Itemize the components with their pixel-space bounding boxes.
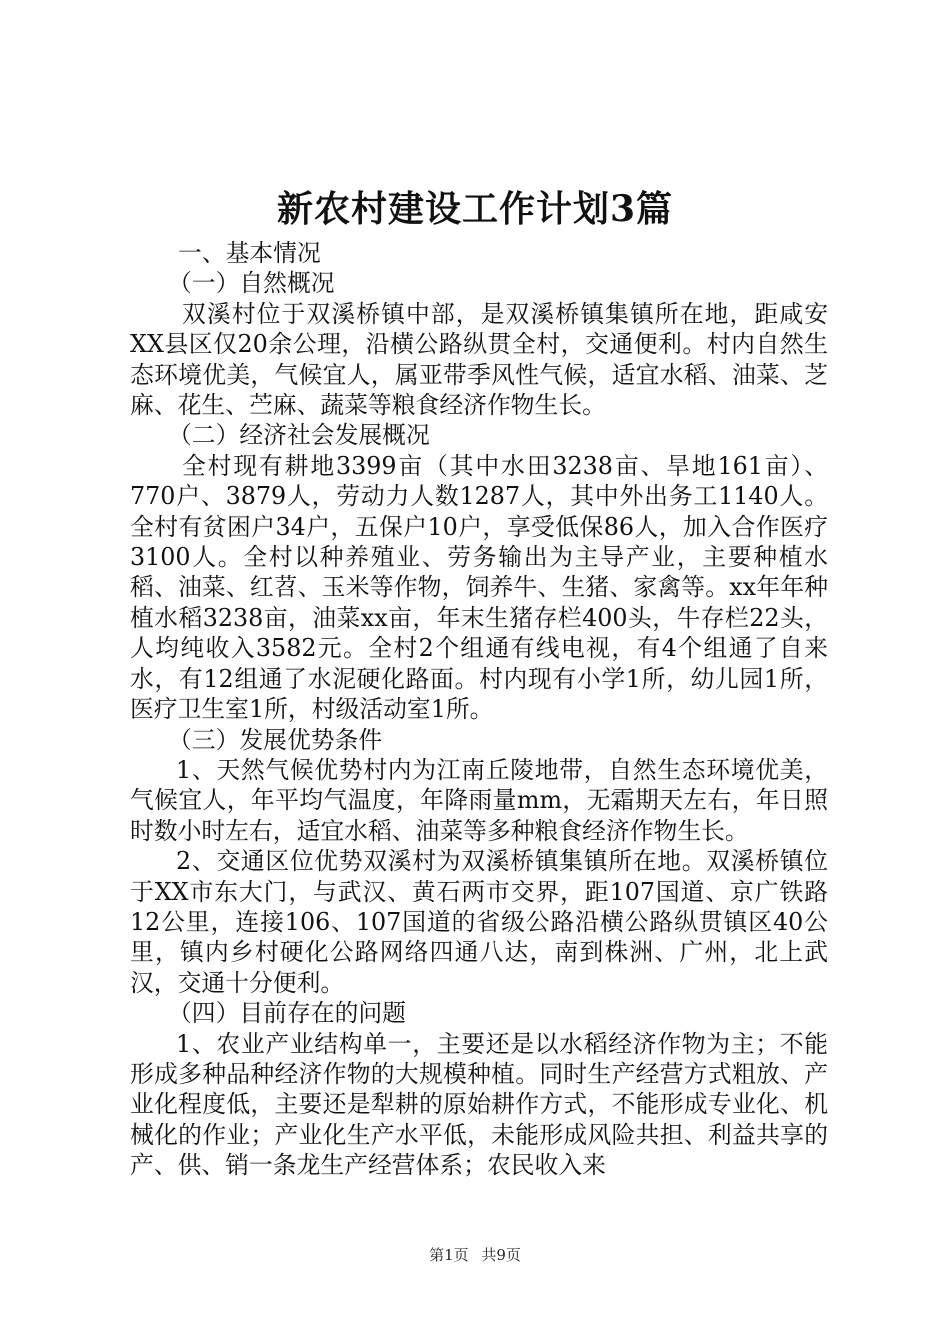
section-heading-basic: 一、基本情况 [178, 239, 321, 267]
subsection-heading-natural: （一）自然概况 [168, 269, 335, 298]
subsection-heading-economy: （二）经济社会发展概况 [168, 421, 430, 450]
paragraph-economy: 全村现有耕地3399亩（其中水田3238亩、旱地161亩）、770户、3879人，劳动力人数1287人，其中外出务工1140人。全村有贫困户34户，五保户10户，享受低保86人，加入合作医疗3100人。全村以种养殖业、劳务输出为主导产业，主要种植水稻、油菜、红苕、玉米等作物，饲养牛、生猪、家禽等。xx年年种植水稻3238亩，油菜xx亩，年末生猪存栏400头，牛存栏22头，人均纯收入3582元。全村2个组通有线电视，有4个组通了自来水，有12组通了水泥硬化路面。村内现有小学1所，幼儿园1所，医疗卫生室1所，村级活动室1所。 [130, 451, 828, 724]
subsection-heading-advantages: （三）发展优势条件 [168, 725, 383, 754]
page-total: 共9页 [481, 1246, 521, 1264]
paragraph-problems: 1、农业产业结构单一，主要还是以水稻经济作物为主；不能形成多种品种经济作物的大规模种植。同时生产经营方式粗放、产业化程度低，主要还是犁耕的原始耕作方式，不能形成专业化、机械化的作业；产业化生产水平低，未能形成风险共担、利益共享的产、供、销一条龙生产经营体系；农民收入来 [130, 1029, 828, 1180]
page-footer [0, 1244, 950, 1265]
document-title: 新农村建设工作计划3篇 [276, 188, 674, 230]
subsection-heading-problems: （四）目前存在的问题 [168, 999, 406, 1028]
paragraph-transport: 2、交通区位优势双溪村为双溪桥镇集镇所在地。双溪桥镇位于XX市东大门，与武汉、黄石两市交界，距107国道、京广铁路12公里，连接106、107国道的省级公路沿横公路纵贯镇区40公里，镇内乡村硬化公路网络四通八达，南到株洲、广州，北上武汉，交通十分便利。 [130, 847, 828, 997]
page-number: 第1页 [429, 1246, 469, 1264]
paragraph-climate: 1、天然气候优势村内为江南丘陵地带，自然生态环境优美，气候宜人，年平均气温度，年降雨量mm，无霜期天左右，年日照时数小时左右，适宜水稻、油菜等多种粮食经济作物生长。 [130, 755, 828, 845]
paragraph-natural: 双溪村位于双溪桥镇中部，是双溪桥镇集镇所在地，距咸安XX县区仅20余公理，沿横公路纵贯全村，交通便利。村内自然生态环境优美，气候宜人，属亚带季风性气候，适宜水稻、油菜、芝麻、花生、苎麻、蔬菜等粮食经济作物生长。 [130, 299, 828, 420]
document-body [130, 238, 828, 1181]
